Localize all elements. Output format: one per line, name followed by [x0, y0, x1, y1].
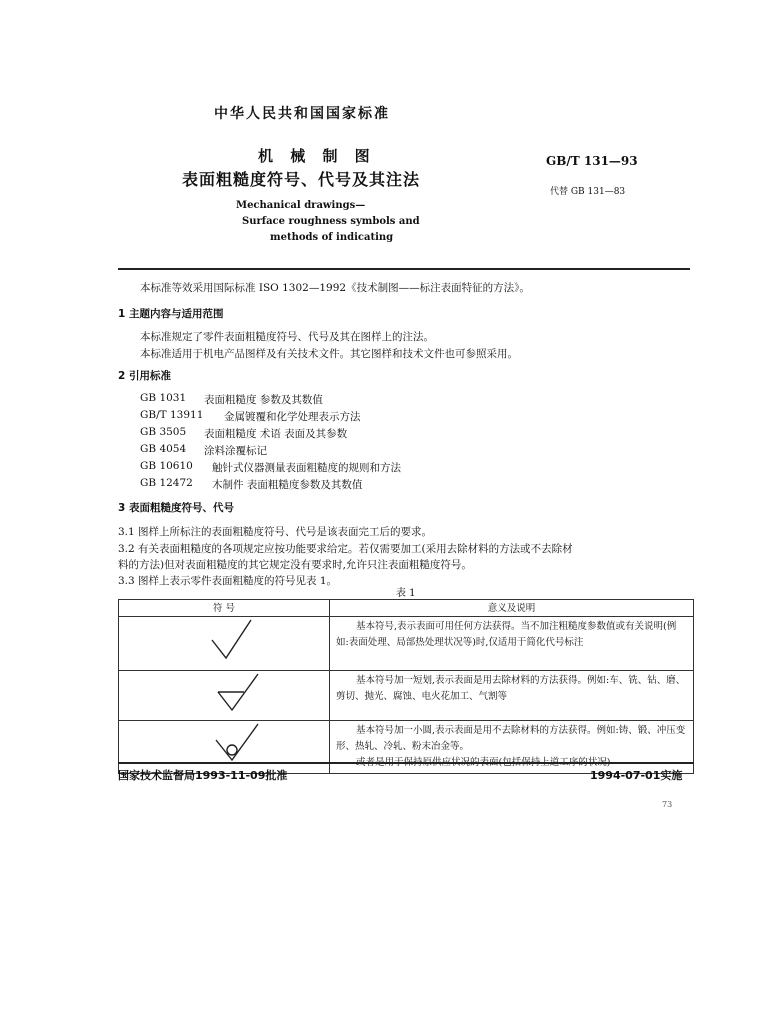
ref-title: 触针式仪器测量表面粗糙度的规则和方法: [212, 462, 401, 474]
section3-2-line2: 料的方法)但对表面粗糙度的其它规定没有要求时,允许只注表面粗糙度符号。: [118, 559, 472, 571]
section3-3: 3.3 图样上表示零件表面粗糙度的符号见表 1。: [118, 575, 338, 587]
meaning-cell: 基本符号,表示表面可用任何方法获得。当不加注粗糙度参数值或有关说明(例如:表面处理、局部热处理状况等)时,仅适用于简化代号标注: [330, 617, 694, 671]
symbol-cell: [119, 721, 330, 774]
header-rule: [118, 268, 690, 270]
section2-heading: 2 引用标准: [118, 370, 171, 382]
ref-code: GB 12472: [140, 477, 193, 489]
table-caption: 表 1: [396, 588, 416, 599]
intro-paragraph: 本标准等效采用国际标准 ISO 1302—1992《技术制图——标注表面特征的方法》。: [140, 282, 530, 294]
ref-title: 木制件 表面粗糙度参数及其数值: [212, 479, 363, 491]
meaning-text: 基本符号加一小圆,表示表面是用不去除材料的方法获得。例如:铸、锻、冲压变形、热轧、冷轧、粉末冶金等。: [336, 725, 686, 752]
title-cn-line2: 表面粗糙度符号、代号及其注法: [182, 170, 421, 189]
standard-number: GB/T 131—93: [546, 154, 638, 168]
ref-title: 金属镀覆和化学处理表示方法: [224, 411, 361, 423]
section3-2-line1: 3.2 有关表面粗糙度的各项规定应按功能要求给定。若仅需要加工(采用去除材料的方法或不去除材: [118, 543, 573, 555]
ref-code: GB/T 13911: [140, 409, 204, 421]
ref-title: 表面粗糙度 术语 表面及其参数: [204, 428, 348, 440]
national-standard-label: 中华人民共和国国家标准: [214, 106, 390, 122]
symbol-cell: [119, 617, 330, 671]
meaning-cell: 基本符号加一短划,表示表面是用去除材料的方法获得。例如:车、铣、钻、磨、剪切、抛光、腐蚀、电火花加工、气割等: [330, 671, 694, 721]
col-symbol-header: 符 号: [119, 600, 330, 617]
replaces-standard: 代替 GB 131—83: [550, 187, 626, 197]
ref-title: 涂料涂覆标记: [204, 445, 267, 457]
symbol-table: [118, 599, 694, 774]
page-number: 73: [662, 800, 673, 809]
table-row: [119, 671, 694, 721]
section3-heading: 3 表面粗糙度符号、代号: [118, 502, 234, 514]
table-row: [119, 721, 694, 774]
ref-code: GB 10610: [140, 460, 193, 472]
ref-code: GB 4054: [140, 443, 187, 455]
ref-code: GB 3505: [140, 426, 187, 438]
footer-rule: [118, 762, 694, 764]
approval-date: 国家技术监督局1993-11-09批准: [118, 769, 288, 782]
title-cn-line1: 机 械 制 图: [258, 147, 376, 165]
section1-heading: 1 主题内容与适用范围: [118, 308, 224, 320]
title-en-line2: Surface roughness symbols and: [242, 216, 420, 227]
effective-date: 1994-07-01实施: [590, 769, 683, 782]
ref-code: GB 1031: [140, 392, 187, 404]
section1-paragraph2: 本标准适用于机电产品图样及有关技术文件。其它图样和技术文件也可参照采用。: [140, 348, 518, 360]
title-en-line1: Mechanical drawings—: [236, 200, 366, 211]
section3-1: 3.1 图样上所标注的表面粗糙度符号、代号是该表面完工后的要求。: [118, 526, 433, 538]
no-material-removal-symbol-icon: [120, 722, 328, 766]
table-header-row: [119, 600, 694, 617]
section1-paragraph1: 本标准规定了零件表面粗糙度符号、代号及其在图样上的注法。: [140, 331, 434, 343]
table-row: [119, 617, 694, 671]
ref-title: 表面粗糙度 参数及其数值: [204, 394, 323, 406]
meaning-cell: [330, 721, 694, 774]
title-en-line3: methods of indicating: [270, 232, 394, 243]
symbol-cell: [119, 671, 330, 721]
basic-roughness-symbol-icon: [120, 618, 328, 666]
material-removal-symbol-icon: [120, 672, 328, 716]
col-meaning-header: 意义及说明: [330, 600, 694, 617]
